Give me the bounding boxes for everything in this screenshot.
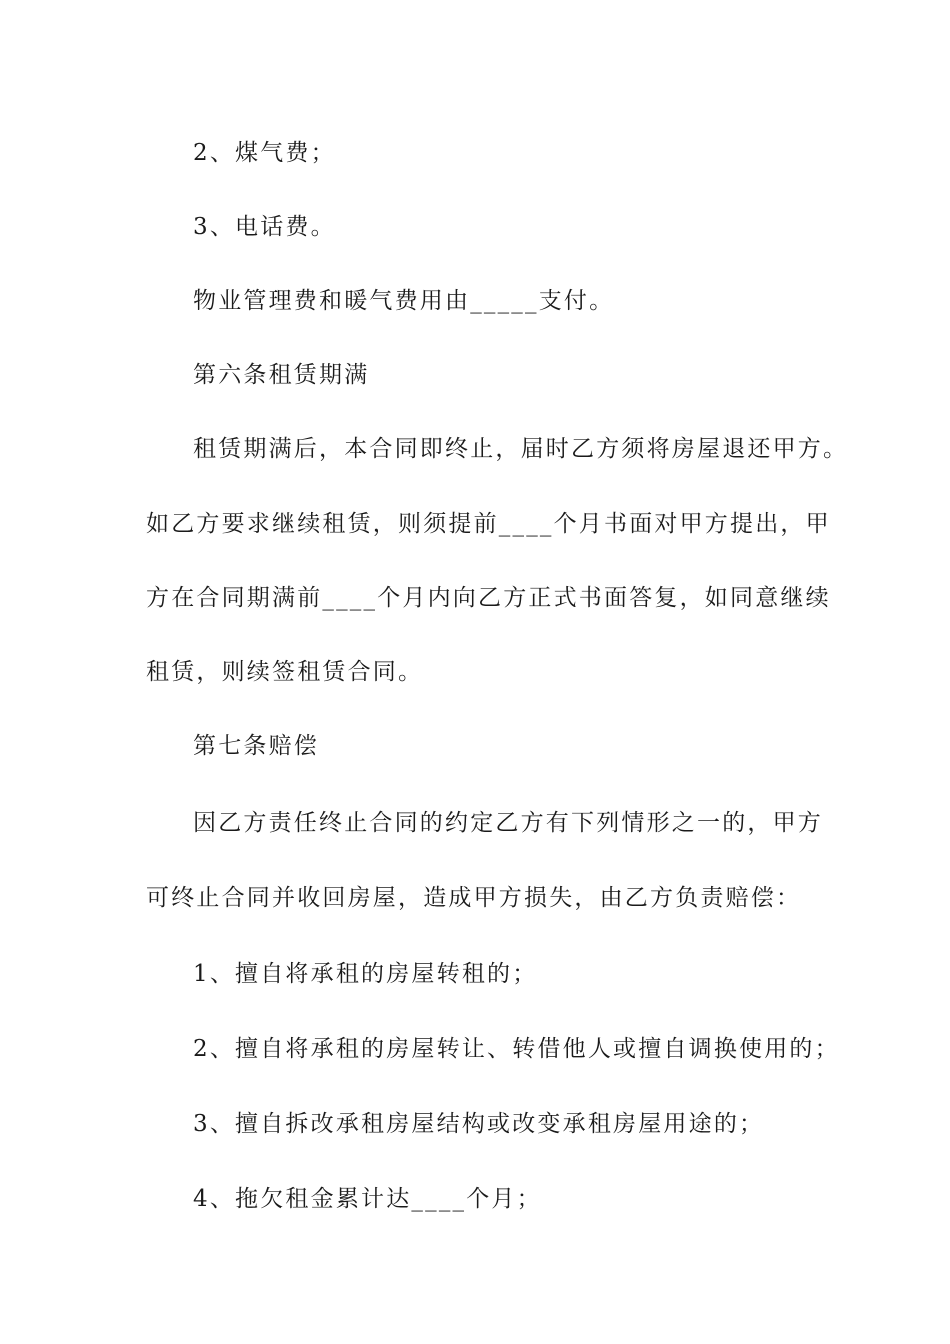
paragraph-line: 因乙方责任终止合同的约定乙方有下列情形之一的，甲方 [193,810,823,836]
paragraph-line: 方在合同期满前____个月内向乙方正式书面答复，如同意继续 [146,585,831,611]
list-item: 4、拖欠租金累计达____个月； [193,1186,542,1212]
paragraph-line: 可终止合同并收回房屋，造成甲方损失，由乙方负责赔偿： [146,885,802,911]
text-line-phone-fee: 3、电话费。 [193,214,336,240]
text-line-gas-fee: 2、煤气费； [193,140,336,166]
section-heading-article-7: 第七条赔偿 [193,733,319,759]
list-item: 1、擅自将承租的房屋转租的； [193,961,538,987]
list-item: 2、擅自将承租的房屋转让、转借他人或擅自调换使用的； [193,1036,840,1062]
paragraph-line: 租赁，则续签租赁合同。 [146,659,424,685]
paragraph-line: 租赁期满后，本合同即终止，届时乙方须将房屋退还甲方。 [193,436,849,462]
text-line-property-fee: 物业管理费和暖气费用由_____支付。 [193,288,615,314]
list-item: 3、擅自拆改承租房屋结构或改变承租房屋用途的； [193,1111,765,1137]
section-heading-article-6: 第六条租赁期满 [193,362,370,388]
paragraph-line: 如乙方要求继续租赁，则须提前____个月书面对甲方提出，甲 [146,511,831,537]
